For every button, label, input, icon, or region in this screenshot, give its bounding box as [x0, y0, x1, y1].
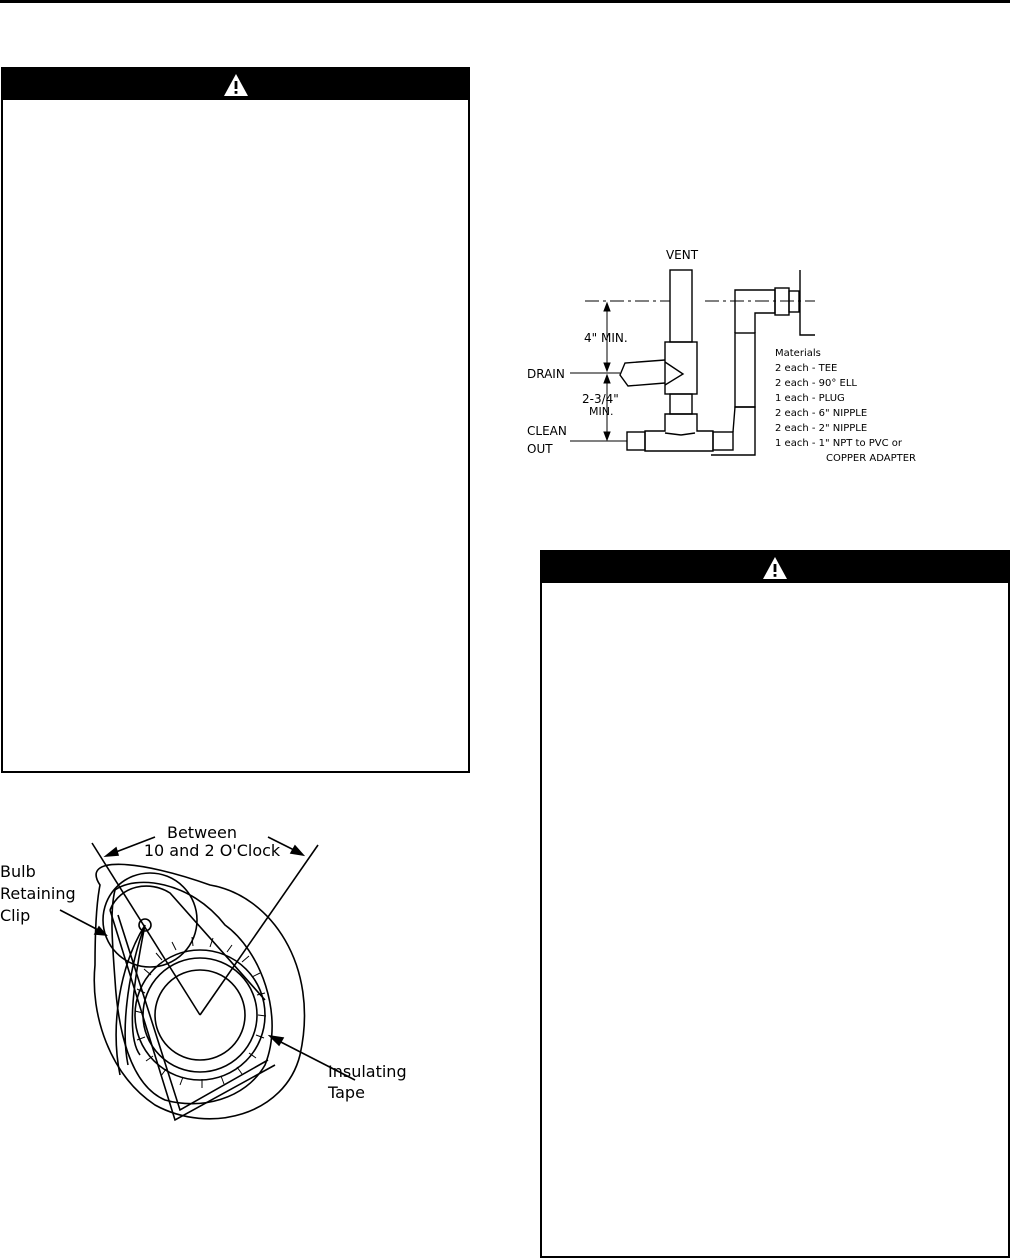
lower-nipple: [670, 394, 692, 414]
right-riser: [735, 333, 755, 407]
upper-tee: [665, 342, 697, 394]
label-bulb-3: Clip: [0, 906, 31, 925]
drain-label: DRAIN: [527, 367, 565, 381]
warning-triangle-icon: [223, 73, 249, 97]
bulb-clip-figure: [0, 815, 420, 1135]
materials-item: 2 each - 90° ELL: [775, 378, 857, 389]
materials-title: Materials: [775, 348, 821, 359]
materials-item: 2 each - TEE: [775, 363, 838, 374]
drain-nozzle: [620, 360, 665, 386]
materials-item: 1 each - 1" NPT to PVC or: [775, 438, 903, 449]
drain-trap-figure: [525, 245, 925, 475]
label-bulb-1: Bulb: [0, 862, 36, 881]
dim-lower-label-1: 2-3/4": [582, 392, 619, 406]
warning-header: [542, 552, 1008, 583]
materials-item: COPPER ADAPTER: [826, 453, 916, 464]
drain-tee-inner: [665, 362, 683, 385]
warning-box-left: [1, 67, 470, 773]
label-tape-1: Insulating: [328, 1062, 407, 1081]
warning-header: [3, 69, 468, 100]
angle-line-left: [92, 843, 200, 1015]
materials-item: 1 each - PLUG: [775, 393, 845, 404]
clip-lines: [116, 925, 145, 1075]
label-bulb-2: Retaining: [0, 884, 76, 903]
warning-triangle-icon: [762, 556, 788, 580]
warning-box-right: [540, 550, 1010, 1258]
lower-tee: [645, 414, 713, 451]
label-tape-2: Tape: [328, 1083, 365, 1102]
arrowhead-between-right: [291, 846, 303, 855]
dim-lower-label-2: MIN.: [589, 405, 614, 418]
horizontal-pipe: [713, 432, 733, 450]
vent-label: VENT: [665, 248, 699, 262]
label-between: Between: [166, 823, 238, 842]
materials-item: 2 each - 6" NIPPLE: [775, 408, 868, 419]
label-clock: 10 and 2 O'Clock: [143, 841, 281, 860]
clean-out-label-1: CLEAN: [527, 424, 567, 438]
clean-out-label-2: OUT: [527, 442, 553, 456]
vent-pipe: [670, 270, 692, 342]
clean-out-plug: [627, 432, 645, 450]
materials-item: 2 each - 2" NIPPLE: [775, 423, 868, 434]
page-top-rule: [0, 0, 1010, 3]
arrowhead-between-left: [106, 848, 118, 856]
dim-upper-label: 4" MIN.: [584, 331, 628, 345]
top-elbow: [735, 290, 775, 333]
wall-line: [800, 270, 815, 335]
lower-tee-inner: [665, 433, 695, 435]
